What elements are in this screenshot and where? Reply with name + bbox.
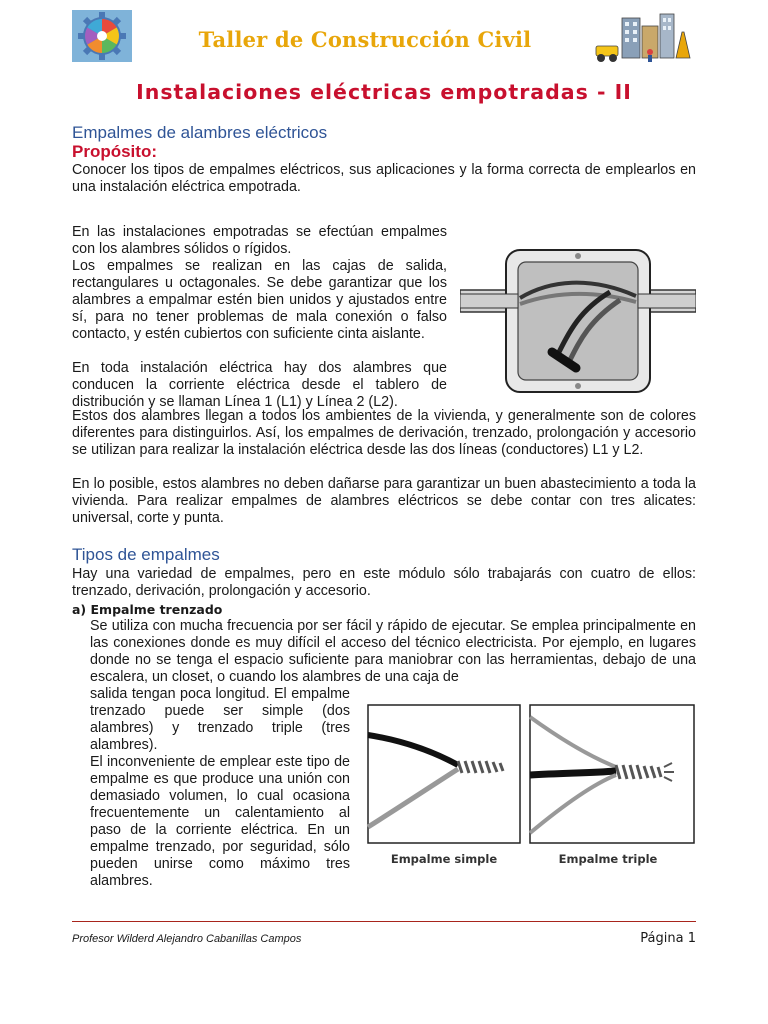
footer-author: Profesor Wilderd Alejandro Cabanillas Campos bbox=[72, 933, 302, 945]
caption-empalme-triple: Empalme triple bbox=[558, 852, 658, 866]
footer-divider bbox=[72, 921, 696, 922]
section-heading-tipos: Tipos de empalmes bbox=[72, 545, 220, 564]
paragraph-2: Los empalmes se realizan en las cajas de salida, rectangulares u octagonales. Se debe garantizar que los alambres a empalmar estén bien unidos y ajustados entre sí, para no tener problemas de mala conexión o falso contacto, y estén cubiertos con suficiente cinta aislante. bbox=[72, 258, 447, 342]
page-number: Página 1 bbox=[640, 931, 696, 946]
paragraph-1: En las instalaciones empotradas se efectúan empalmes con los alambres sólidos o rígidos. bbox=[72, 224, 447, 257]
simple-splice-figure bbox=[368, 705, 520, 843]
tipos-intro: Hay una variedad de empalmes, pero en este módulo sólo trabajarás con cuatro de ellos: trenzado, derivación, prolongación y accesorio. bbox=[72, 566, 696, 599]
section-heading-empalmes: Empalmes de alambres eléctricos bbox=[72, 123, 328, 142]
paragraph-4: Estos dos alambres llegan a todos los ambientes de la vivienda, y generalmente son de colores diferentes para distinguirlos. Así, los empalmes de derivación, trenzado, prolongación y accesorio se utilizan para realizar la instalación eléctrica desde las dos líneas (conductores) L1 y L2. bbox=[72, 408, 696, 458]
triple-splice-figure bbox=[530, 705, 694, 843]
trenzado-text-narrow-2: El inconveniente de emplear este tipo de empalme es que produce una unión con demasiado volumen, lo cual ocasiona frecuentemente un calentamiento al paso de la corriente eléctrica. En un empalme trenzado, por seguridad, sólo pueden unirse como máximo tres alambres. bbox=[90, 754, 350, 889]
brand-title: Taller de Construcción Civil bbox=[198, 27, 532, 52]
paragraph-3: En toda instalación eléctrica hay dos alambres que conducen la corriente eléctrica desde el tablero de distribución y se llaman Línea 1 (L1) y Línea 2 (L2). bbox=[72, 360, 447, 410]
trenzado-text-full: Se utiliza con mucha frecuencia por ser fácil y rápido de ejecutar. Se emplea principalmente en las conexiones donde es muy difícil el acceso del técnico electricista. Por ejemplo, en lugares donde no se tenga el espacio suficiente para maniobrar con las herramientas, debajo de una escalera, un closet, o cuando los alambres de una caja de bbox=[90, 618, 696, 685]
subheading-empalme-trenzado: a) Empalme trenzado bbox=[72, 602, 223, 617]
document-title: Instalaciones eléctricas empotradas - II bbox=[136, 80, 632, 104]
purpose-label: Propósito: bbox=[72, 142, 157, 161]
paragraph-5: En lo posible, estos alambres no deben dañarse para garantizar un buen abastecimiento a toda la vivienda. Para realizar empalmes de alambres eléctricos se debe contar con tres alicates: universal, corte y punta. bbox=[72, 476, 696, 526]
purpose-text: Conocer los tipos de empalmes eléctricos, sus aplicaciones y la forma correcta de emplearlos en una instalación eléctrica empotrada. bbox=[72, 162, 696, 195]
caption-empalme-simple: Empalme simple bbox=[390, 852, 498, 866]
gear-logo bbox=[72, 10, 132, 62]
junction-box-image bbox=[460, 240, 696, 400]
trenzado-text-narrow-1: salida tengan poca longitud. El empalme trenzado puede ser simple (dos alambres) y trenzado triple (tres alambres). bbox=[90, 686, 350, 753]
splice-figures bbox=[366, 703, 696, 875]
construction-illustration bbox=[592, 12, 696, 64]
